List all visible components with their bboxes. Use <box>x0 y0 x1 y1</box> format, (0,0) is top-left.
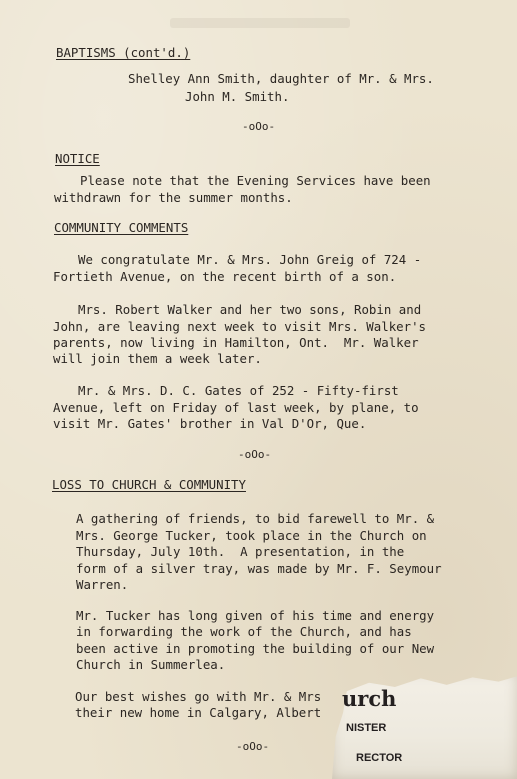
scrap-word-church: urch <box>342 686 397 711</box>
community-heading: COMMUNITY COMMENTS <box>54 220 189 235</box>
loss-p2-line-3: been active in promoting the building of our New <box>76 641 435 656</box>
loss-p3-line-2: their new home in Calgary, Albert <box>75 705 322 720</box>
community-p3-line-1: Mr. & Mrs. D. C. Gates of 252 - Fifty-first <box>78 383 399 398</box>
community-p1-line-1: We congratulate Mr. & Mrs. John Greig of 724 - <box>78 252 422 267</box>
scrap-word-director: RECTOR <box>356 752 403 764</box>
loss-heading: LOSS TO CHURCH & COMMUNITY <box>52 477 246 492</box>
baptisms-line-2: John M. Smith. <box>185 89 290 104</box>
notice-heading: NOTICE <box>55 151 100 166</box>
community-p1-line-2: Fortieth Avenue, on the recent birth of a son. <box>53 269 397 284</box>
loss-p1-line-1: A gathering of friends, to bid farewell to Mr. & <box>76 511 435 526</box>
bleed-through-mark <box>170 18 350 28</box>
separator-3: -oOo- <box>236 740 270 753</box>
loss-p2-line-4: Church in Summerlea. <box>76 657 226 672</box>
loss-p2-line-1: Mr. Tucker has long given of his time and energy <box>76 608 435 623</box>
loss-p1-line-2: Mrs. George Tucker, took place in the Church on <box>76 528 427 543</box>
community-p3-line-3: visit Mr. Gates' brother in Val D'Or, Que. <box>53 416 367 431</box>
baptisms-line-1: Shelley Ann Smith, daughter of Mr. & Mrs. <box>128 71 434 86</box>
loss-p3-line-1: Our best wishes go with Mr. & Mrs <box>75 689 322 704</box>
notice-line-1: Please note that the Evening Services have been <box>80 173 431 188</box>
community-p2-line-1: Mrs. Robert Walker and her two sons, Robin and <box>78 302 422 317</box>
scrap-word-minister: NISTER <box>346 722 387 734</box>
community-p2-line-3: parents, now living in Hamilton, Ont. Mr. Walker <box>53 335 419 350</box>
baptisms-heading: BAPTISMS (cont'd.) <box>56 45 191 60</box>
loss-p1-line-5: Warren. <box>76 577 129 592</box>
separator-1: -oOo- <box>242 120 276 133</box>
community-p2-line-4: will join them a week later. <box>53 351 262 366</box>
loss-p1-line-3: Thursday, July 10th. A presentation, in the <box>76 544 405 559</box>
separator-2: -oOo- <box>238 448 272 461</box>
notice-line-2: withdrawn for the summer months. <box>54 190 293 205</box>
loss-p2-line-2: in forwarding the work of the Church, and has <box>76 624 412 639</box>
community-p3-line-2: Avenue, left on Friday of last week, by plane, to <box>53 400 419 415</box>
loss-p1-line-4: form of a silver tray, was made by Mr. F. Seymour <box>76 561 442 576</box>
community-p2-line-2: John, are leaving next week to visit Mrs. Walker's <box>53 319 426 334</box>
